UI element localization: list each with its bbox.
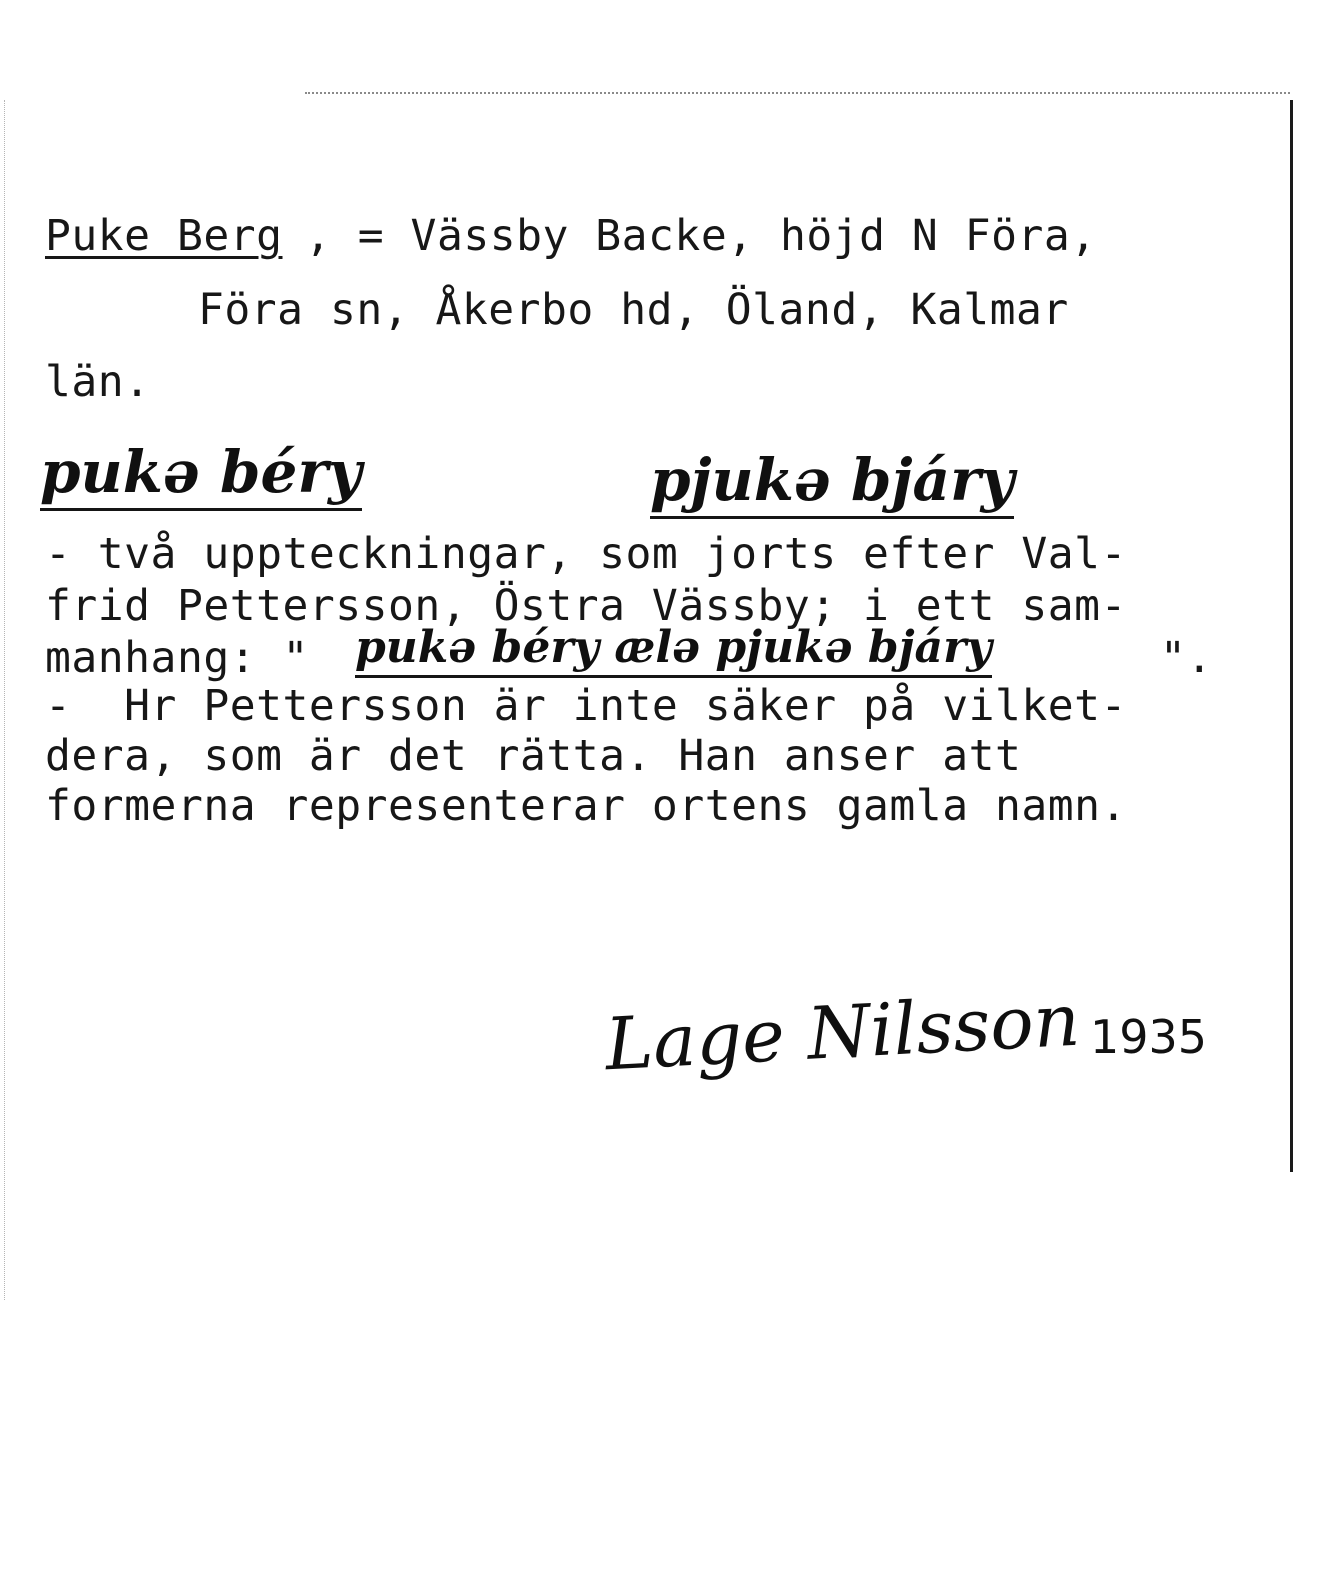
line-6-start: manhang: " xyxy=(45,633,309,683)
right-border-line xyxy=(1290,100,1293,1172)
line-8: dera, som är det rätta. Han anser att xyxy=(45,731,1022,781)
handwritten-form-2: pjukə bjáry xyxy=(650,446,1014,519)
line-7: - Hr Pettersson är inte säker på vilket- xyxy=(45,681,1127,731)
place-name-heading: Puke Berg xyxy=(45,211,283,261)
line-6-end: ". xyxy=(1160,633,1213,683)
line-2: Föra sn, Åkerbo hd, Öland, Kalmar xyxy=(198,285,1069,335)
line-1-rest: , = Vässby Backe, höjd N Föra, xyxy=(305,211,1097,261)
line-9: formerna representerar ortens gamla namn. xyxy=(45,781,1127,831)
line-5: frid Pettersson, Östra Vässby; i ett sam- xyxy=(45,581,1127,631)
top-border-line xyxy=(305,92,1290,94)
left-edge-noise xyxy=(4,100,6,1300)
signature: Lage Nilsson xyxy=(603,977,1082,1087)
line-4: - två uppteckningar, som jorts efter Val- xyxy=(45,529,1127,579)
line-3: län. xyxy=(45,357,151,407)
handwritten-form-1: pukə béry xyxy=(40,438,362,511)
signature-year: 1935 xyxy=(1090,1010,1208,1064)
handwritten-inline-phrase: pukə béry ælə pjukə bjáry xyxy=(355,622,992,678)
